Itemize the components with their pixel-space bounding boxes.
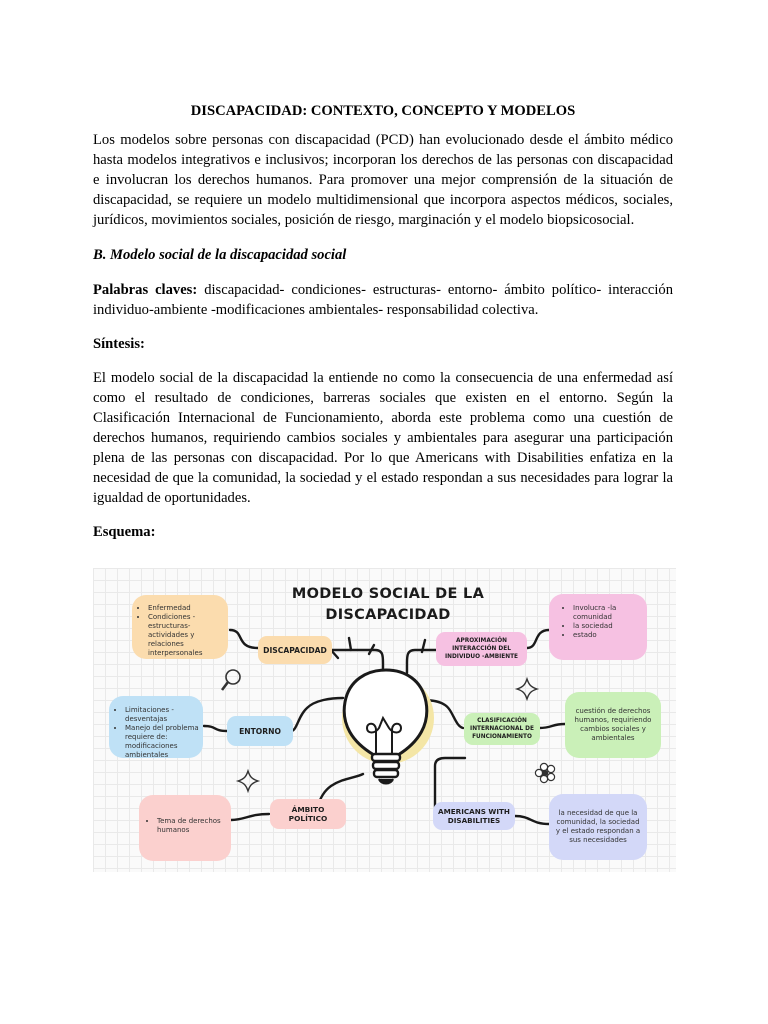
label-americans-line1: AMERICANS WITH [438, 807, 510, 816]
connector-aprox-bulb [407, 650, 436, 673]
intro-paragraph: Los modelos sobre personas con discapacidad (PCD) han evolucionado desde el ámbito médico hasta modelos integrativos e inclusivos; incorporan los derechos de las personas con discapacidad e involucran los derechos humanos. Para promover una mejor comprensión de la situación de discapacidad, se requiere un modelo multidimensional que incorpora aspectos médicos, sociales, jurídicos, movimientos sociales, posición de riesgo, marginación y el modelo biopsicosocial. [93, 132, 673, 228]
note-clasif: cuestión de derechos humanos, requiriendo cambios sociales y ambientales [565, 692, 661, 758]
label-ambito-line1: ÁMBITO [291, 805, 325, 814]
label-americans-line2: DISABILITIES [447, 816, 501, 825]
list-item: • Enfermedad [148, 604, 224, 613]
list-item: • estado [573, 631, 643, 640]
note-discapacidad [132, 595, 228, 659]
list-item: • Tema de derechos humanos [157, 817, 227, 835]
magnifier-icon [222, 670, 240, 690]
section-title: B. Modelo social de la discapacidad social [93, 247, 347, 263]
keywords-label: Palabras claves: [93, 282, 198, 298]
connector-aprox-note [527, 630, 549, 648]
synthesis-label: Síntesis: [93, 336, 145, 352]
diagram-title [283, 584, 493, 626]
keywords-text: discapacidad- condiciones- estructuras- entorno- ámbito político- interacción individuo-ambiente -modificaciones ambientales- responsabilidad colectiva. [93, 282, 673, 318]
note-ambito [139, 795, 231, 861]
label-clasif-line2: INTERNACIONAL DE [470, 726, 534, 732]
label-clasif-line3: FUNCIONAMIENTO [472, 734, 532, 740]
document-title: DISCAPACIDAD: CONTEXTO, CONCEPTO Y MODELOS [190, 103, 576, 119]
label-clasif [464, 713, 540, 745]
connector-americans-note [515, 816, 549, 824]
scheme-diagram [93, 568, 676, 872]
list-item: • Manejo del problema requiere de: modificaciones ambientales [125, 724, 199, 760]
ray [349, 638, 351, 650]
flower-icon [535, 763, 554, 782]
label-aprox-line2: INTERACCIÓN DEL [452, 646, 511, 652]
scheme-label: Esquema: [93, 524, 156, 540]
diagram-title-line2: DISCAPACIDAD [325, 607, 451, 623]
connector-entorno-note [204, 726, 227, 731]
connector-entorno-bulb [291, 698, 343, 731]
note-aprox [549, 594, 647, 660]
label-clasif-line1: CLASIFICACIÓN [477, 718, 527, 724]
label-ambito [270, 799, 346, 829]
list-item: • la sociedad [573, 622, 643, 631]
list-item: • Limitaciones - desventajas [125, 706, 199, 724]
synthesis-paragraph: El modelo social de la discapacidad la entiende no como la consecuencia de una enfermedad así como el resultado de condiciones, barreras sociales que existen en el entorno. Según la Clasificación Internacional de Funcionamiento, aborda este problema como una cuestión de derechos humanos, requiriendo cambios sociales y ambientales para asegurar una participación plena de las personas con discapacidad. Por lo que Americans with Disabilities enfatiza en la necesidad de que la comunidad, la sociedad y el estado respondan a sus necesidades para lograr la igualdad de oportunidades. [93, 370, 673, 506]
list-item: • Involucra -la comunidad [573, 604, 643, 622]
label-discapacidad: DISCAPACIDAD [258, 636, 332, 664]
diagram-title-line1: MODELO SOCIAL DE LA [291, 586, 485, 602]
label-americans [433, 802, 515, 830]
label-aprox [436, 632, 527, 666]
label-aprox-line3: INDIVIDUO -AMBIENTE [444, 654, 519, 660]
connector-clasif-note [539, 724, 565, 728]
list-item: • Condiciones - estructuras- actividades y relaciones interpersonales [148, 613, 224, 658]
label-entorno: ENTORNO [227, 716, 293, 746]
note-entorno [109, 696, 203, 758]
note-americans: la necesidad de que la comunidad, la sociedad y el estado respondan a sus necesidades [549, 794, 647, 860]
document-body [93, 92, 673, 542]
connector-discapacidad-note [230, 630, 258, 648]
label-aprox-line1: APROXIMACIÓN [456, 638, 507, 644]
label-ambito-line2: POLÍTICO [288, 814, 328, 823]
connector-ambito-note [231, 814, 269, 820]
lightbulb-icon [342, 670, 434, 784]
keywords-paragraph [93, 280, 673, 320]
